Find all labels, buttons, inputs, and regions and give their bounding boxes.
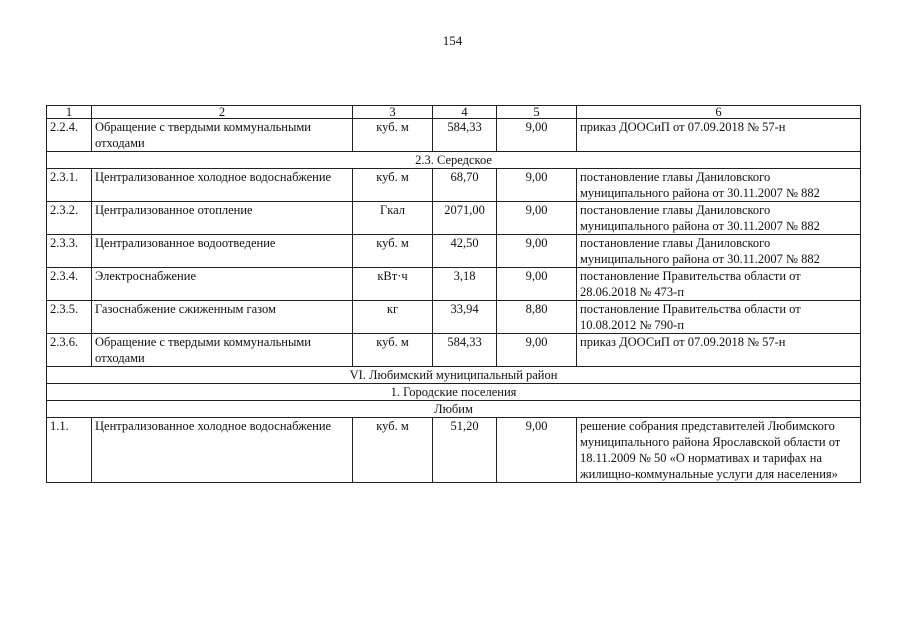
unit-cell: кВт·ч: [353, 268, 433, 301]
table-row: [47, 169, 861, 202]
row-number: 2.3.1.: [47, 169, 92, 202]
norm-cell: 9,00: [497, 202, 577, 235]
unit-cell: куб. м: [353, 119, 433, 152]
norm-cell: 9,00: [497, 169, 577, 202]
column-number: 1: [47, 106, 92, 119]
tariff-table: [46, 105, 861, 483]
page-number: 154: [442, 33, 463, 48]
basis-cell: решение собрания представителей Любимского муниципального района Ярославской области от 18.11.2009 № 50 «О нормативах и тарифах на жилищно-коммунальные услуги для населения»: [577, 418, 861, 483]
table-row: [47, 119, 861, 152]
basis-cell: постановление главы Даниловского муниципального района от 30.11.2007 № 882: [577, 235, 861, 268]
service-name: Централизованное водоотведение: [92, 235, 353, 268]
service-name: Газоснабжение сжиженным газом: [92, 301, 353, 334]
section-title: Любим: [47, 401, 861, 418]
column-number: 3: [353, 106, 433, 119]
norm-cell: 8,80: [497, 301, 577, 334]
table-row: [47, 418, 861, 483]
table-row: [47, 202, 861, 235]
column-number: 6: [577, 106, 861, 119]
unit-cell: Гкал: [353, 202, 433, 235]
unit-cell: кг: [353, 301, 433, 334]
tariff-cell: 584,33: [433, 119, 497, 152]
unit-cell: куб. м: [353, 418, 433, 483]
tariff-cell: 2071,00: [433, 202, 497, 235]
column-number: 5: [497, 106, 577, 119]
unit-cell: куб. м: [353, 334, 433, 367]
service-name: Обращение с твердыми коммунальными отходами: [92, 119, 353, 152]
norm-cell: 9,00: [497, 119, 577, 152]
row-number: 2.3.4.: [47, 268, 92, 301]
section-title: 2.3. Середское: [47, 152, 861, 169]
tariff-cell: 51,20: [433, 418, 497, 483]
row-number: 2.3.5.: [47, 301, 92, 334]
tariff-cell: 584,33: [433, 334, 497, 367]
service-name: Электроснабжение: [92, 268, 353, 301]
basis-cell: постановление Правительства области от 28.06.2018 № 473-п: [577, 268, 861, 301]
section-title: 1. Городские поселения: [47, 384, 861, 401]
norm-cell: 9,00: [497, 268, 577, 301]
table-row: [47, 301, 861, 334]
table-row: [47, 235, 861, 268]
basis-cell: приказ ДООСиП от 07.09.2018 № 57-н: [577, 119, 861, 152]
service-name: Централизованное холодное водоснабжение: [92, 418, 353, 483]
norm-cell: 9,00: [497, 334, 577, 367]
column-number: 2: [92, 106, 353, 119]
service-name: Обращение с твердыми коммунальными отходами: [92, 334, 353, 367]
service-name: Централизованное холодное водоснабжение: [92, 169, 353, 202]
tariff-cell: 42,50: [433, 235, 497, 268]
section-header-row: [47, 152, 861, 169]
column-number-row: [47, 106, 861, 119]
row-number: 2.3.3.: [47, 235, 92, 268]
row-number: 1.1.: [47, 418, 92, 483]
section-title: VI. Любимский муниципальный район: [47, 367, 861, 384]
section-header-row: [47, 401, 861, 418]
basis-cell: постановление главы Даниловского муниципального района от 30.11.2007 № 882: [577, 169, 861, 202]
basis-cell: постановление Правительства области от 10.08.2012 № 790-п: [577, 301, 861, 334]
unit-cell: куб. м: [353, 235, 433, 268]
service-name: Централизованное отопление: [92, 202, 353, 235]
row-number: 2.3.6.: [47, 334, 92, 367]
table-row: [47, 334, 861, 367]
section-header-row: [47, 384, 861, 401]
basis-cell: приказ ДООСиП от 07.09.2018 № 57-н: [577, 334, 861, 367]
norm-cell: 9,00: [497, 418, 577, 483]
basis-cell: постановление главы Даниловского муниципального района от 30.11.2007 № 882: [577, 202, 861, 235]
table-row: [47, 268, 861, 301]
norm-cell: 9,00: [497, 235, 577, 268]
column-number: 4: [433, 106, 497, 119]
row-number: 2.2.4.: [47, 119, 92, 152]
row-number: 2.3.2.: [47, 202, 92, 235]
tariff-cell: 33,94: [433, 301, 497, 334]
section-header-row: [47, 367, 861, 384]
tariff-cell: 68,70: [433, 169, 497, 202]
tariff-cell: 3,18: [433, 268, 497, 301]
unit-cell: куб. м: [353, 169, 433, 202]
